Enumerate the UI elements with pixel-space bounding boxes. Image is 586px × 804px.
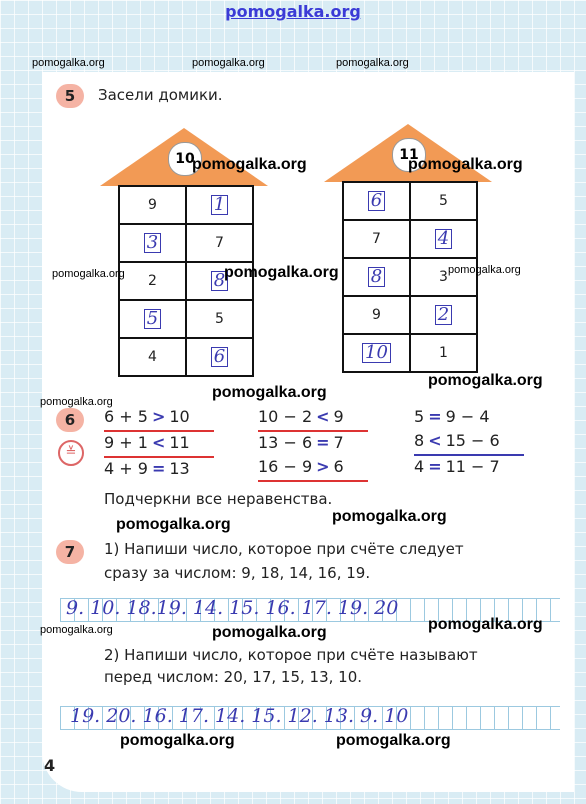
printed-number: 5 bbox=[439, 193, 448, 209]
handwritten-number: 8 bbox=[211, 271, 228, 291]
watermark: pomogalka.org bbox=[212, 624, 327, 641]
handwritten-number: 3 bbox=[144, 233, 161, 253]
answer-2: 19. 20. 16. 17. 14. 15. 12. 13. 9. 10 bbox=[70, 705, 409, 727]
printed-number: 9 bbox=[372, 307, 381, 323]
house-cell bbox=[410, 182, 477, 220]
watermark: pomogalka.org bbox=[336, 57, 409, 69]
comparison-sign: = bbox=[151, 459, 166, 478]
watermark: pomogalka.org bbox=[428, 372, 543, 389]
task-7-part-2-line-2: перед числом: 20, 17, 15, 13, 10. bbox=[104, 668, 363, 686]
watermark: pomogalka.org bbox=[408, 156, 523, 173]
watermark: pomogalka.org bbox=[448, 264, 521, 276]
comparison-expression bbox=[414, 406, 524, 430]
task-6-column-1 bbox=[104, 406, 214, 482]
house-row bbox=[343, 220, 477, 258]
watermark: pomogalka.org bbox=[212, 384, 327, 401]
house-cell bbox=[343, 296, 410, 334]
printed-number: 5 bbox=[215, 311, 224, 327]
watermark: pomogalka.org bbox=[116, 516, 231, 533]
house-cell bbox=[119, 224, 186, 262]
task-6-number: 6 bbox=[56, 408, 84, 432]
expression-left: 5 bbox=[414, 407, 425, 426]
house-cell bbox=[119, 186, 186, 224]
expression-left: 16 − 9 bbox=[258, 457, 313, 476]
comparison-expression bbox=[258, 432, 368, 456]
expression-left: 10 − 2 bbox=[258, 407, 313, 426]
watermark: pomogalka.org bbox=[40, 396, 113, 408]
printed-number: 1 bbox=[439, 345, 448, 361]
task-5-number: 5 bbox=[56, 84, 84, 108]
house-cell bbox=[410, 334, 477, 372]
watermark: pomogalka.org bbox=[32, 57, 105, 69]
expression-right: 11 bbox=[169, 433, 190, 452]
house-row bbox=[119, 224, 253, 262]
house-row bbox=[119, 338, 253, 376]
watermark: pomogalka.org bbox=[192, 57, 265, 69]
house-cell bbox=[119, 300, 186, 338]
comparison-sign: < bbox=[151, 433, 166, 452]
expression-right: 9 − 4 bbox=[445, 407, 490, 426]
task-6-column-3 bbox=[414, 406, 524, 480]
house-cell bbox=[186, 224, 253, 262]
handwritten-number: 8 bbox=[368, 267, 385, 287]
comparison-sign: = bbox=[428, 457, 442, 476]
handwritten-number: 6 bbox=[211, 347, 228, 367]
house-cell bbox=[343, 220, 410, 258]
expression-right: 10 bbox=[169, 407, 190, 426]
expression-left: 9 + 1 bbox=[104, 433, 148, 452]
comparison-sign: < bbox=[316, 407, 330, 426]
expression-right: 9 bbox=[333, 407, 344, 426]
watermark: pomogalka.org bbox=[224, 264, 339, 281]
comparison-sign: = bbox=[428, 407, 442, 426]
watermark: pomogalka.org bbox=[192, 156, 307, 173]
comparison-expression bbox=[414, 456, 524, 480]
printed-number: 7 bbox=[215, 235, 224, 251]
watermark: pomogalka.org bbox=[52, 268, 125, 280]
house-cell bbox=[186, 186, 253, 224]
printed-number: 3 bbox=[439, 269, 448, 285]
house-cell bbox=[410, 220, 477, 258]
expression-left: 8 bbox=[414, 431, 425, 450]
answer-1: 9. 10. 18.19. 14. 15. 16. 17. 19. 20 bbox=[66, 597, 399, 619]
house-cell bbox=[410, 296, 477, 334]
expression-left: 4 + 9 bbox=[104, 459, 148, 478]
page-number: 4 bbox=[44, 756, 56, 775]
house-cell bbox=[119, 338, 186, 376]
expression-right: 13 bbox=[169, 459, 190, 478]
house-cell bbox=[186, 338, 253, 376]
handwritten-number: 10 bbox=[362, 343, 391, 363]
comparison-sign: < bbox=[428, 431, 442, 450]
printed-number: 2 bbox=[148, 273, 157, 289]
house-row bbox=[343, 296, 477, 334]
house-row bbox=[119, 300, 253, 338]
watermark: pomogalka.org bbox=[336, 732, 451, 749]
comparison-expression bbox=[258, 456, 368, 482]
handwritten-number: 2 bbox=[435, 305, 452, 325]
smiley-icon: ≚ bbox=[58, 440, 84, 466]
printed-number: 9 bbox=[148, 197, 157, 213]
comparison-expression bbox=[104, 458, 214, 482]
comparison-expression bbox=[104, 406, 214, 432]
task-7-number: 7 bbox=[56, 540, 84, 564]
expression-right: 7 bbox=[333, 433, 344, 452]
task-5-title: Засели домики. bbox=[98, 86, 223, 104]
house-cell bbox=[343, 334, 410, 372]
comparison-sign: = bbox=[316, 433, 330, 452]
house-cell bbox=[343, 258, 410, 296]
house-row bbox=[119, 186, 253, 224]
task-6-column-2 bbox=[258, 406, 368, 482]
handwritten-number: 4 bbox=[435, 229, 452, 249]
house-cell bbox=[119, 262, 186, 300]
handwritten-number: 5 bbox=[144, 309, 161, 329]
comparison-sign: > bbox=[151, 407, 166, 426]
expression-left: 13 − 6 bbox=[258, 433, 313, 452]
expression-right: 6 bbox=[333, 457, 344, 476]
top-watermark-link[interactable]: pomogalka.org bbox=[225, 2, 361, 21]
expression-right: 11 − 7 bbox=[445, 457, 500, 476]
house-cell bbox=[343, 182, 410, 220]
handwritten-number: 1 bbox=[211, 195, 228, 215]
expression-left: 4 bbox=[414, 457, 425, 476]
house-cell bbox=[186, 300, 253, 338]
house-2-roof-number: 11 bbox=[392, 138, 426, 172]
house-1-roof-number: 10 bbox=[168, 142, 202, 176]
task-7-part-2-line-1: 2) Напиши число, которое при счёте называют bbox=[104, 646, 478, 664]
task-7-part-1-line-2: сразу за числом: 9, 18, 14, 16, 19. bbox=[104, 564, 371, 582]
handwritten-number: 6 bbox=[368, 191, 385, 211]
expression-right: 15 − 6 bbox=[445, 431, 500, 450]
printed-number: 7 bbox=[372, 231, 381, 247]
house-2-table bbox=[342, 181, 478, 373]
house-row bbox=[343, 182, 477, 220]
task-7-part-1-line-1: 1) Напиши число, которое при счёте следует bbox=[104, 540, 464, 558]
comparison-expression bbox=[414, 430, 524, 456]
watermark: pomogalka.org bbox=[120, 732, 235, 749]
comparison-sign: > bbox=[316, 457, 330, 476]
expression-left: 6 + 5 bbox=[104, 407, 148, 426]
comparison-expression bbox=[104, 432, 214, 458]
watermark: pomogalka.org bbox=[40, 624, 113, 636]
house-row bbox=[343, 334, 477, 372]
comparison-expression bbox=[258, 406, 368, 432]
task-6-instruction: Подчеркни все неравенства. bbox=[104, 490, 333, 508]
watermark: pomogalka.org bbox=[428, 616, 543, 633]
watermark: pomogalka.org bbox=[332, 508, 447, 525]
printed-number: 4 bbox=[148, 349, 157, 365]
